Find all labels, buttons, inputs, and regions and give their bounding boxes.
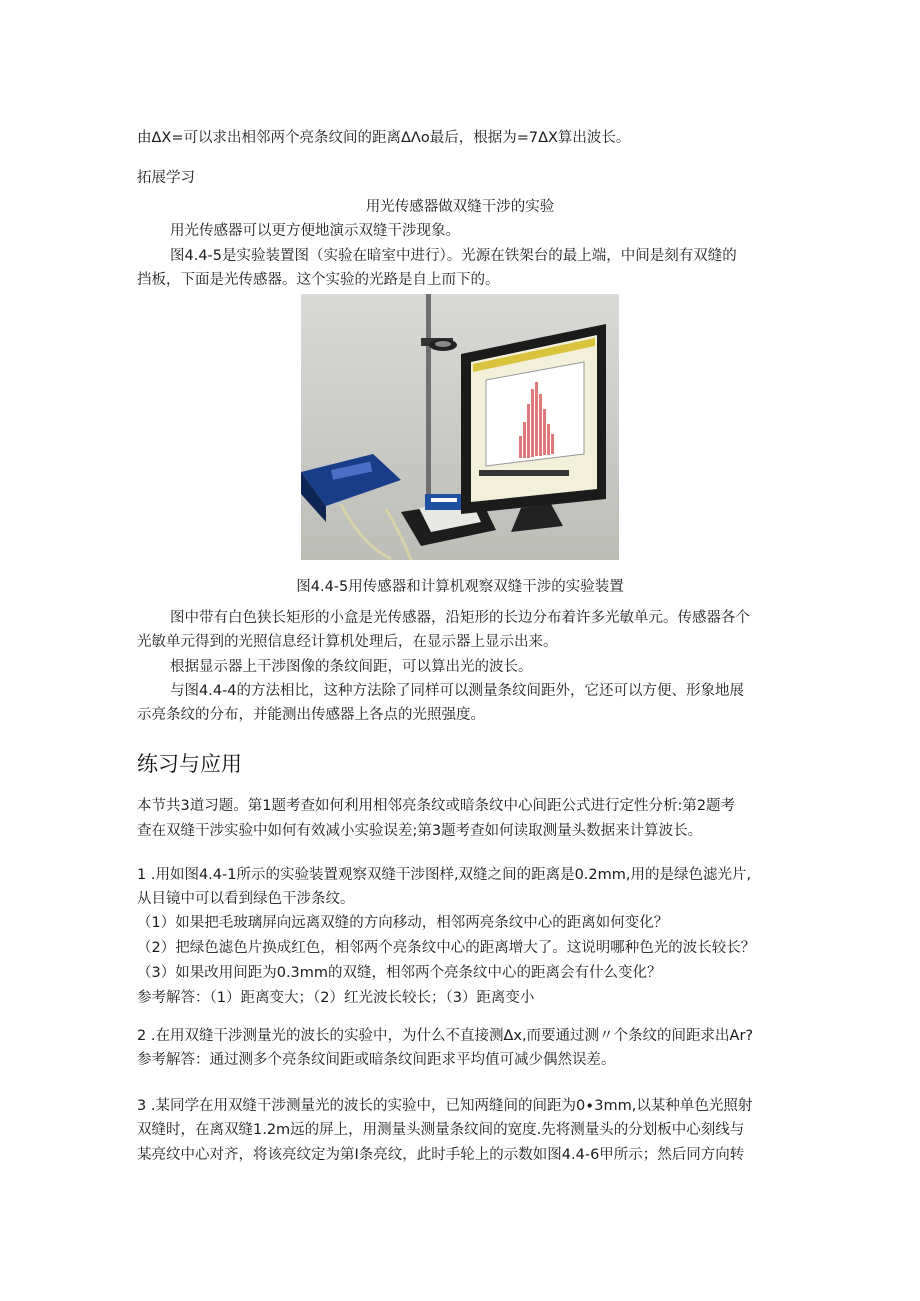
- paragraph: 本节共3道习题。第1题考查如何利用相邻亮条纹或暗条纹中心间距公式进行定性分析:第2题考: [137, 798, 736, 814]
- paragraph: 图4.4-5是实验装置图（实验在暗室中进行）。光源在铁架台的最上端，中间是刻有双缝的: [170, 248, 737, 264]
- paragraph: 查在双缝干涉实验中如何有效减小实验误差;第3题考查如何读取测量头数据来计算波长。: [137, 823, 703, 839]
- question-3: 3 .某同学在用双缝干涉测量光的波长的实验中，已知两缝间的间距为0∙3mm,以某种单色光照射: [137, 1098, 753, 1114]
- paragraph: 图中带有白色狭长矩形的小盒是光传感器，沿矩形的长边分布着许多光敏单元。传感器各个: [170, 610, 750, 626]
- paragraph: 示亮条纹的分布，并能测出传感器上各点的光照强度。: [137, 707, 485, 723]
- section-title: 用光传感器做双缝干涉的实验: [365, 199, 555, 215]
- sub-question: （3）如果改用间距为0.3mm的双缝，相邻两个亮条纹中心的距离会有什么变化？: [137, 965, 662, 981]
- paragraph: 根据显示器上干涉图像的条纹间距，可以算出光的波长。: [170, 659, 533, 675]
- answer: 参考解答：（1）距离变大；（2）红光波长较长；（3）距离变小: [137, 990, 535, 1006]
- answer: 参考解答：通过测多个亮条纹间距或暗条纹间距求平均值可减少偶然误差。: [137, 1052, 616, 1068]
- question-2: 2 .在用双缝干涉测量光的波长的实验中，为什么不直接测Δx,而要通过测〃个条纹的间距求出Ar?: [137, 1028, 754, 1044]
- paragraph: 用光传感器可以更方便地演示双缝干涉现象。: [170, 223, 460, 239]
- section-label: 拓展学习: [137, 170, 195, 186]
- section-heading: 练习与应用: [137, 752, 242, 776]
- figure-caption: 图4.4-5用传感器和计算机观察双缝干涉的实验装置: [296, 579, 624, 595]
- experiment-photo: [301, 294, 619, 560]
- question-3: 某亮纹中心对齐，将该亮纹定为第I条亮纹，此时手轮上的示数如图4.4-6甲所示；然后同方向转: [137, 1147, 745, 1163]
- paragraph: 与图4.4-4的方法相比，这种方法除了同样可以测量条纹间距外，它还可以方便、形象地展: [170, 683, 745, 699]
- paragraph: 挡板，下面是光传感器。这个实验的光路是自上而下的。: [137, 272, 500, 288]
- question-1: 从目镜中可以看到绿色干涉条纹。: [137, 891, 355, 907]
- question-3: 双缝时，在离双缝1.2m远的屏上，用测量头测量条纹间的宽度.先将测量头的分划板中心刻线与: [137, 1122, 745, 1138]
- paragraph: 光敏单元得到的光照信息经计算机处理后，在显示器上显示出来。: [137, 634, 558, 650]
- text-line: 由ΔX=可以求出相邻两个亮条纹间的距离ΔΛo最后，根据为=7ΔX算出波长。: [137, 130, 631, 146]
- question-1: 1 .用如图4.4-1所示的实验装置观察双缝干涉图样,双缝之间的距离是0.2mm,用的是绿色滤光片,: [137, 867, 752, 883]
- sub-question: （1）如果把毛玻璃屏向远离双缝的方向移动，相邻两亮条纹中心的距离如何变化？: [137, 915, 669, 931]
- sub-question: （2）把绿色滤色片换成红色，相邻两个亮条纹中心的距离增大了。这说明哪种色光的波长较长？: [137, 940, 756, 956]
